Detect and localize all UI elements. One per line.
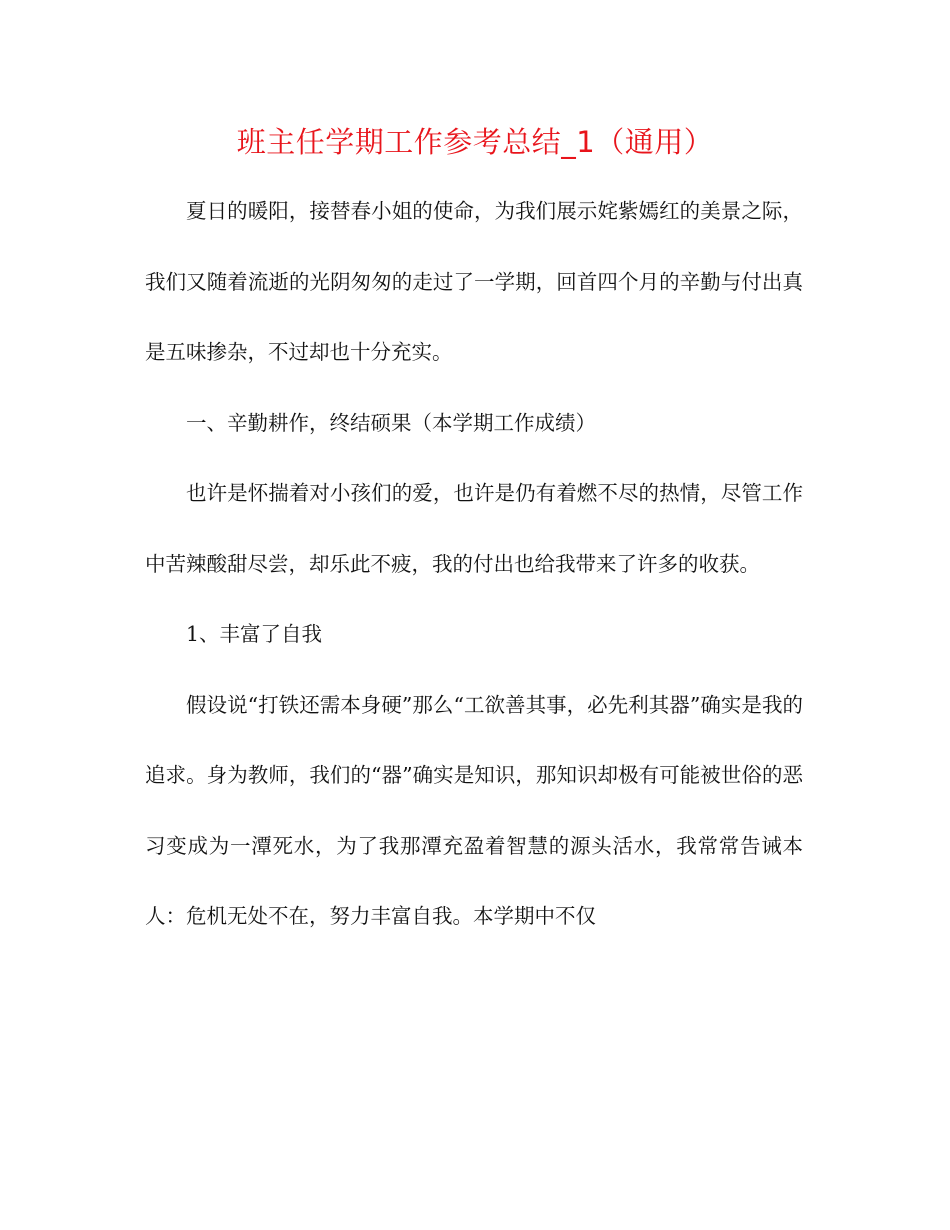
paragraph-section-1: 也许是怀揣着对小孩们的爱，也许是仍有着燃不尽的热情，尽管工作中苦辣酸甜尽尝，却乐此不疲，我的付出也给我带来了许多的收获。 <box>145 481 803 576</box>
paragraph-subsection-1: 假设说“打铁还需本身硬”那么“工欲善其事，必先利其器”确实是我的追求。身为教师，我们的“器”确实是知识，那知识却极有可能被世俗的恶习变成为一潭死水，为了我那潭充盈着智慧的源头活水，我常常告诫本人：危机无处不在，努力丰富自我。本学期中不仅 <box>145 692 803 928</box>
document-title: 班主任学期工作参考总结_1（通用） <box>236 125 714 159</box>
paragraph-intro: 夏日的暖阳，接替春小姐的使命，为我们展示姹紫嫣红的美景之际，我们又随着流逝的光阴匆匆的走过了一学期，回首四个月的辛勤与付出真是五味掺杂，不过却也十分充实。 <box>145 199 803 364</box>
document-body <box>145 176 803 952</box>
section-heading-1: 一、辛勤耕作，终结硕果（本学期工作成绩） <box>186 410 596 435</box>
subsection-heading-1: 1、丰富了自我 <box>186 622 323 646</box>
